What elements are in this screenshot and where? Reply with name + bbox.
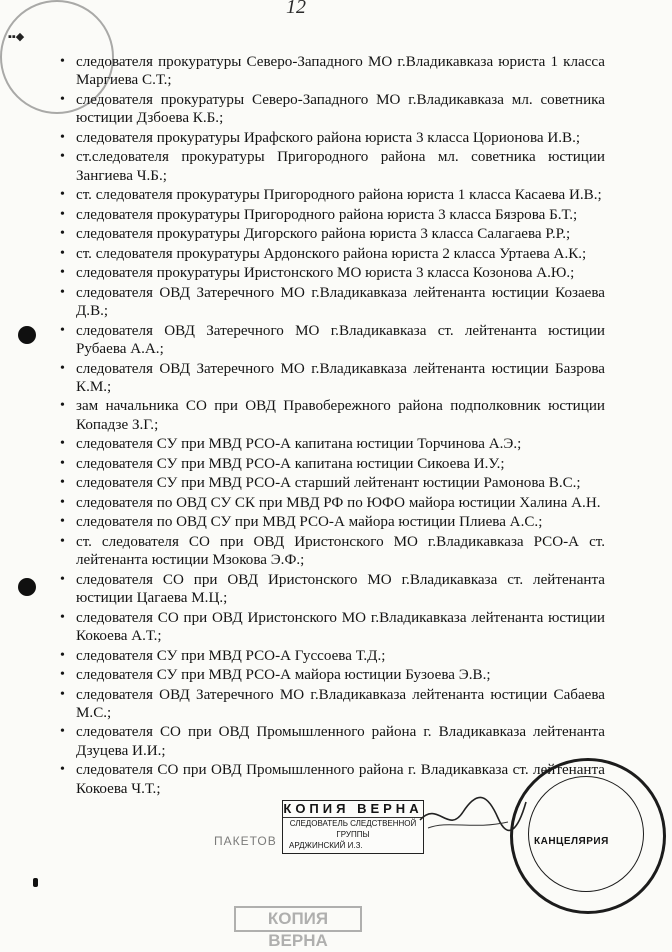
list-item: • следователя прокуратуры Пригородного района юриста 3 класса Бязрова Б.Т.;: [60, 206, 605, 224]
list-item: • ст. следователя прокуратуры Пригородного района юриста 1 класса Касаева И.В.;: [60, 186, 605, 204]
copy-verified-stamp-faint: КОПИЯ ВЕРНА: [234, 906, 362, 932]
list-item: • следователя по ОВД СУ при МВД РСО-А майора юстиции Плиева А.С.;: [60, 513, 605, 531]
list-item: • следователя СУ при МВД РСО-А майора юстиции Бузоева Э.В.;: [60, 666, 605, 684]
punch-hole-bottom: [18, 578, 36, 596]
list-item: • следователя ОВД Затеречного МО г.Владикавказа ст. лейтенанта юстиции Рубаева А.А.;: [60, 322, 605, 359]
list-item: • следователя по ОВД СУ СК при МВД РФ по ЮФО майора юстиции Халина А.Н.: [60, 494, 605, 512]
copy-verified-position: СЛЕДОВАТЕЛЬ СЛЕДСТВЕННОЙ ГРУППЫ: [283, 817, 423, 840]
list-item: • следователя ОВД Затеречного МО г.Владикавказа лейтенанта юстиции Козаева Д.В.;: [60, 284, 605, 321]
list-item: • следователя прокуратуры Иристонского МО юриста 3 класса Козонова А.Ю.;: [60, 264, 605, 282]
list-item: • следователя СУ при МВД РСО-А Гуссоева Т.Д.;: [60, 647, 605, 665]
copy-verified-stamp: [282, 800, 424, 854]
list-item: • зам начальника СО при ОВД Правобережного района подполковник юстиции Копадзе З.Г.;: [60, 397, 605, 434]
list-item: • следователя прокуратуры Северо-Западного МО г.Владикавказа мл. советника юстиции Дзбоева К.Б.;: [60, 91, 605, 128]
list-item: • следователя СУ при МВД РСО-А капитана юстиции Сикоева И.У.;: [60, 455, 605, 473]
punch-hole-top: [18, 326, 36, 344]
list-item: • следователя СО при ОВД Промышленного района г. Владикавказа ст. лейтенанта Кокоева Ч.Т.;: [60, 761, 605, 798]
list-item: • следователя СО при ОВД Иристонского МО г.Владикавказа ст. лейтенанта юстиции Цагаева М.Ц.;: [60, 571, 605, 608]
copy-verified-name: АРДЖИНСКИЙ И.З.: [289, 841, 363, 850]
list-item: • ст. следователя СО при ОВД Иристонского МО г.Владикавказа РСО-А ст. лейтенанта юстиции Мзокова Э.Ф.;: [60, 533, 605, 570]
list-item: • следователя ОВД Затеречного МО г.Владикавказа лейтенанта юстиции Сабаева М.С.;: [60, 686, 605, 723]
list-item: • следователя СУ при МВД РСО-А старший лейтенант юстиции Рамонова В.С.;: [60, 474, 605, 492]
seal-center-text: КАНЦЕЛЯРИЯ: [534, 836, 609, 847]
copy-verified-title: КОПИЯ ВЕРНА: [283, 801, 423, 816]
list-item: • ст.следователя прокуратуры Пригородного района мл. советника юстиции Зангиева Ч.Б.;: [60, 148, 605, 185]
list-item: • следователя СУ при МВД РСО-А капитана юстиции Торчинова А.Э.;: [60, 435, 605, 453]
faint-round-stamp: [0, 0, 114, 114]
round-seal-inner-ring: [528, 776, 644, 892]
page-number: 12: [286, 0, 306, 18]
list-item: • следователя СО при ОВД Промышленного района г. Владикавказа лейтенанта Дзуцева И.И.;: [60, 723, 605, 760]
recipient-list: [60, 53, 605, 799]
list-item: • следователя ОВД Затеречного МО г.Владикавказа лейтенанта юстиции Базрова К.М.;: [60, 360, 605, 397]
list-item: • следователя СО при ОВД Иристонского МО г.Владикавказа лейтенанта юстиции Кокоева А.Т.;: [60, 609, 605, 646]
list-item: • следователя прокуратуры Северо-Западного МО г.Владикавказа юриста 1 класса Маргиева С.Т.;: [60, 53, 605, 90]
ink-dot: [33, 878, 38, 887]
faint-stamp-text: ПАКЕТОВ: [214, 834, 277, 848]
corner-mark: ▪▪◆: [8, 31, 25, 43]
list-item: • следователя прокуратуры Ирафского района юриста 3 класса Цорионова И.В.;: [60, 129, 605, 147]
list-item: • следователя прокуратуры Дигорского района юриста 3 класса Салагаева Р.Р.;: [60, 225, 605, 243]
list-item: • ст. следователя прокуратуры Ардонского района юриста 2 класса Уртаева А.К.;: [60, 245, 605, 263]
